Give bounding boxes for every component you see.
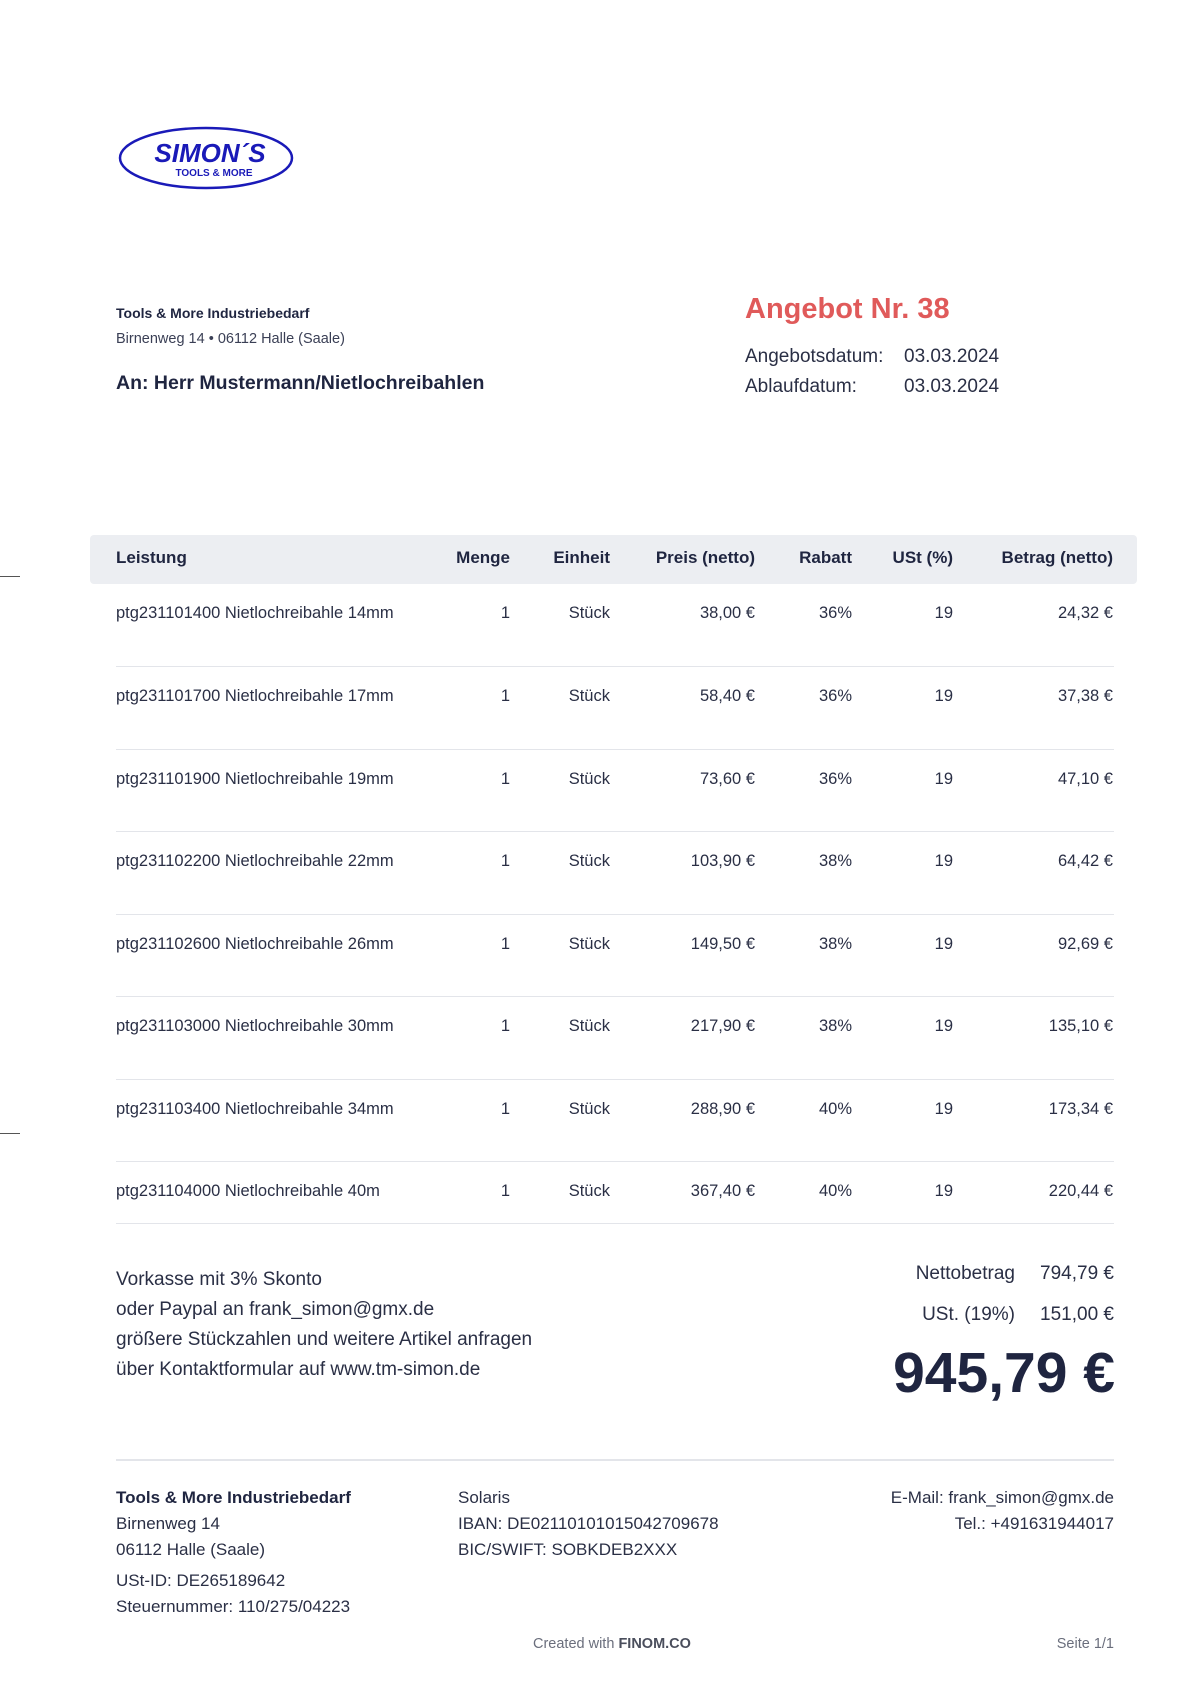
- expiry-date-label: Ablaufdatum:: [745, 376, 857, 397]
- footer-contact: [891, 1485, 1114, 1537]
- created-with: [533, 1636, 691, 1652]
- cell-price: 38,00 €: [699, 604, 755, 622]
- cell-unit: Stück: [568, 1100, 610, 1118]
- sender-address: [116, 331, 345, 347]
- cell-vat: 19: [934, 770, 953, 788]
- sender-name: Tools & More Industriebedarf: [116, 305, 310, 321]
- cell-quantity: 1: [500, 687, 510, 705]
- cell-vat: 19: [934, 1182, 953, 1200]
- footer-bic: BIC/SWIFT: SOBKDEB2XXX: [458, 1540, 678, 1559]
- cell-discount: 38%: [818, 1017, 852, 1035]
- header-discount: Rabatt: [799, 548, 852, 567]
- offer-date-label: Angebotsdatum:: [745, 346, 884, 367]
- cell-price: 103,90 €: [690, 852, 755, 870]
- cell-quantity: 1: [500, 1017, 510, 1035]
- fold-mark: [0, 576, 20, 577]
- cell-amount: 92,69 €: [1057, 935, 1113, 953]
- cell-service: ptg231101900 Nietlochreibahle 19mm: [116, 770, 394, 788]
- cell-service: ptg231102200 Nietlochreibahle 22mm: [116, 852, 394, 870]
- header-quantity: Menge: [456, 548, 510, 567]
- header-price: Preis (netto): [655, 548, 755, 567]
- cell-service: ptg231104000 Nietlochreibahle 40m: [116, 1182, 380, 1200]
- footer-tax-number: Steuernummer: 110/275/04223: [116, 1597, 351, 1616]
- offer-date: 03.03.2024: [904, 346, 1000, 367]
- footer-phone: Tel.: +491631944017: [954, 1514, 1114, 1533]
- footer-bank-name: Solaris: [458, 1488, 510, 1507]
- created-brand: FINOM.CO: [618, 1636, 691, 1652]
- cell-amount: 37,38 €: [1057, 687, 1113, 705]
- cell-discount: 36%: [818, 770, 852, 788]
- vat-amount: 151,00 €: [1040, 1304, 1114, 1325]
- cell-unit: Stück: [568, 770, 610, 788]
- cell-unit: Stück: [568, 1182, 610, 1200]
- table-row: [116, 934, 1114, 997]
- sender-street: Birnenweg 14: [116, 331, 205, 347]
- header-vat: USt (%): [892, 548, 953, 567]
- header-amount: Betrag (netto): [1001, 548, 1113, 567]
- notes: [116, 1265, 532, 1385]
- cell-unit: Stück: [568, 604, 610, 622]
- cell-price: 58,40 €: [699, 687, 755, 705]
- table-header: [90, 535, 1137, 584]
- cell-amount: 64,42 €: [1057, 852, 1113, 870]
- table-row: [116, 686, 1114, 750]
- header-service: Leistung: [116, 548, 187, 567]
- footer-city: 06112 Halle (Saale): [116, 1540, 265, 1559]
- table-row: [116, 1181, 1114, 1224]
- footer-company-name: Tools & More Industriebedarf: [116, 1488, 351, 1507]
- sender-city: 06112 Halle (Saale): [217, 331, 345, 347]
- cell-unit: Stück: [568, 852, 610, 870]
- svg-text:SIMON´S: SIMON´S: [154, 138, 266, 168]
- cell-vat: 19: [934, 852, 953, 870]
- cell-price: 288,90 €: [690, 1100, 755, 1118]
- header-unit: Einheit: [553, 548, 610, 567]
- vat-label: USt. (19%): [922, 1304, 1015, 1325]
- cell-amount: 220,44 €: [1048, 1182, 1113, 1200]
- cell-service: ptg231103000 Nietlochreibahle 30mm: [116, 1017, 394, 1035]
- cell-vat: 19: [934, 687, 953, 705]
- cell-amount: 24,32 €: [1057, 604, 1113, 622]
- footer-email: E-Mail: frank_simon@gmx.de: [890, 1488, 1114, 1507]
- cell-unit: Stück: [568, 935, 610, 953]
- footer-bank: [458, 1485, 719, 1563]
- table-row: [116, 769, 1114, 832]
- cell-discount: 40%: [818, 1182, 852, 1200]
- cell-quantity: 1: [500, 770, 510, 788]
- table-row: [116, 1099, 1114, 1162]
- note-line: oder Paypal an frank_simon@gmx.de: [116, 1299, 435, 1320]
- table-row: [116, 851, 1114, 915]
- cell-quantity: 1: [500, 852, 510, 870]
- cell-quantity: 1: [500, 604, 510, 622]
- net-amount: 794,79 €: [1040, 1263, 1114, 1284]
- cell-unit: Stück: [568, 1017, 610, 1035]
- cell-service: ptg231103400 Nietlochreibahle 34mm: [116, 1100, 394, 1118]
- cell-unit: Stück: [568, 687, 610, 705]
- cell-amount: 173,34 €: [1048, 1100, 1113, 1118]
- expiry-date: 03.03.2024: [904, 376, 1000, 397]
- table-row: [116, 603, 1114, 667]
- cell-vat: 19: [934, 604, 953, 622]
- cell-quantity: 1: [500, 1100, 510, 1118]
- created-prefix: Created with: [533, 1636, 615, 1652]
- cell-quantity: 1: [500, 1182, 510, 1200]
- recipient: An: Herr Mustermann/Nietlochreibahlen: [116, 372, 485, 394]
- total-amount: 945,79 €: [893, 1341, 1115, 1405]
- cell-vat: 19: [934, 1100, 953, 1118]
- cell-discount: 36%: [818, 604, 852, 622]
- footer-iban: IBAN: DE02110101015042709678: [458, 1514, 719, 1533]
- cell-service: ptg231101400 Nietlochreibahle 14mm: [116, 604, 394, 622]
- cell-price: 73,60 €: [699, 770, 755, 788]
- note-line: größere Stückzahlen und weitere Artikel anfragen: [116, 1329, 533, 1350]
- cell-discount: 36%: [818, 687, 852, 705]
- cell-discount: 40%: [818, 1100, 852, 1118]
- cell-amount: 135,10 €: [1048, 1017, 1113, 1035]
- cell-price: 149,50 €: [690, 935, 755, 953]
- note-line: über Kontaktformular auf www.tm-simon.de: [116, 1359, 481, 1380]
- cell-price: 367,40 €: [690, 1182, 755, 1200]
- cell-discount: 38%: [818, 935, 852, 953]
- table-row: [116, 1016, 1114, 1080]
- offer-title: Angebot Nr. 38: [745, 293, 950, 325]
- cell-discount: 38%: [818, 852, 852, 870]
- cell-vat: 19: [934, 1017, 953, 1035]
- company-logo: [116, 124, 296, 192]
- footer-vat-id: USt-ID: DE265189642: [116, 1571, 286, 1590]
- cell-quantity: 1: [500, 935, 510, 953]
- svg-text:TOOLS & MORE: TOOLS & MORE: [175, 168, 253, 179]
- net-label: Nettobetrag: [915, 1263, 1015, 1284]
- page-number: Seite 1/1: [1056, 1636, 1114, 1652]
- cell-service: ptg231101700 Nietlochreibahle 17mm: [116, 687, 394, 705]
- cell-vat: 19: [934, 935, 953, 953]
- footer-divider: [116, 1459, 1114, 1461]
- cell-price: 217,90 €: [690, 1017, 755, 1035]
- cell-service: ptg231102600 Nietlochreibahle 26mm: [116, 935, 394, 953]
- footer-street: Birnenweg 14: [116, 1514, 220, 1533]
- footer-company: [116, 1485, 351, 1620]
- fold-mark: [0, 1133, 20, 1134]
- cell-amount: 47,10 €: [1057, 770, 1113, 788]
- separator: •: [208, 331, 214, 347]
- note-line: Vorkasse mit 3% Skonto: [116, 1269, 322, 1290]
